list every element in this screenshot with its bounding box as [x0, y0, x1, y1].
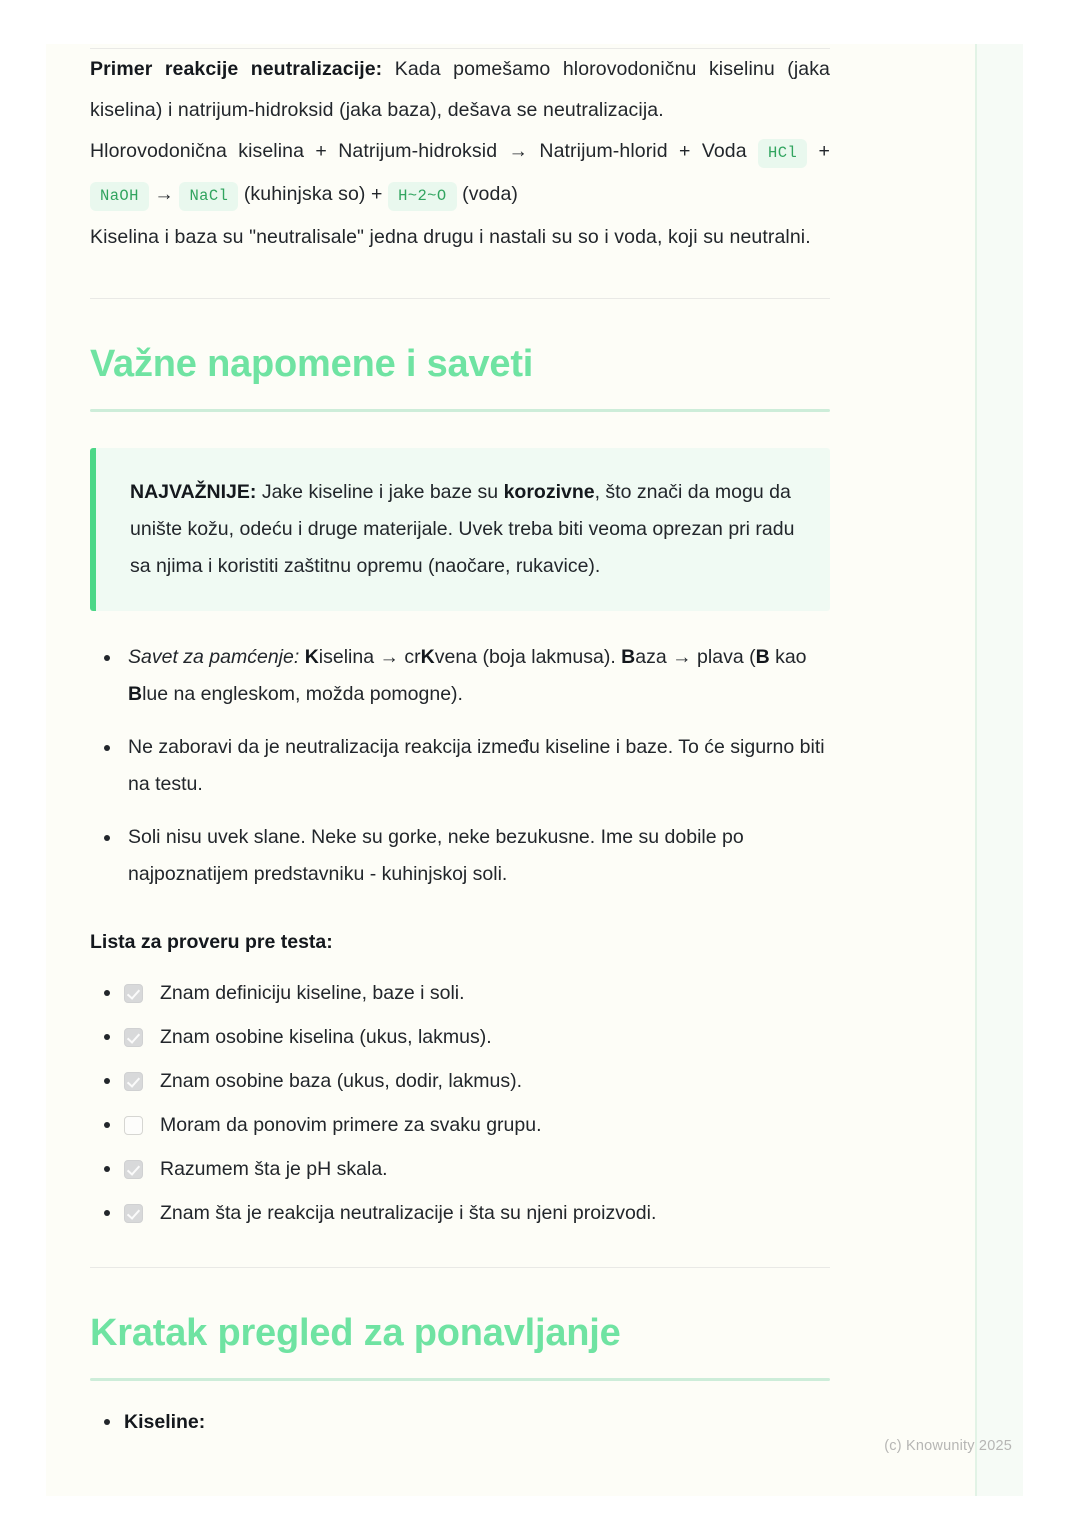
formula-naoh: NaOH — [90, 182, 149, 211]
review-list — [90, 1407, 830, 1437]
equation-plus: + — [818, 140, 830, 162]
tip-bold-b1: B — [621, 646, 636, 668]
checklist-item-label: Znam osobine kiselina (ukus, lakmus). — [160, 1026, 492, 1048]
checkbox-checked-icon[interactable] — [124, 1204, 143, 1223]
divider-before-notes — [90, 298, 830, 299]
document-content — [90, 0, 830, 1437]
section-review-header — [90, 1310, 830, 1381]
tip-text-2: vena (boja lakmusa). — [434, 646, 622, 668]
callout-emphasis: korozivne — [503, 481, 595, 503]
checklist-item[interactable] — [124, 1067, 830, 1095]
checklist-item[interactable] — [124, 1155, 830, 1183]
checklist-title: Lista za proveru pre testa: — [90, 931, 333, 953]
formula-water: H~2~O — [388, 182, 457, 211]
checklist-item-label: Znam šta je reakcija neutralizacije i šta su njeni proizvodi. — [160, 1202, 657, 1224]
checkbox-unchecked-icon[interactable] — [124, 1116, 143, 1135]
tip-text-4: kao — [769, 646, 807, 668]
heading-underline-review — [90, 1378, 830, 1381]
callout-text — [130, 474, 800, 585]
tip-text-1: iselina → cr — [318, 646, 421, 668]
formula-nacl: NaCl — [179, 182, 238, 211]
tip-italic-label: Savet za pamćenje: — [128, 646, 300, 668]
divider-before-review — [90, 1267, 830, 1268]
page-right-margin-band — [975, 44, 1023, 1496]
equation-words: Hlorovodonična kiselina + Natrijum-hidroksid → Natrijum-hlorid + Voda — [90, 140, 747, 162]
footer-copyright: (c) Knowunity 2025 — [884, 1438, 1012, 1454]
paragraph-example — [90, 49, 830, 131]
tip-item-neutralizacija: Ne zaboravi da je neutralizacija reakcija između kiseline i baze. To će sigurno biti na testu. — [124, 729, 830, 803]
tip-item-mnemonic — [124, 639, 830, 713]
checklist-item-label: Znam osobine baza (ukus, dodir, lakmus). — [160, 1070, 523, 1092]
checkbox-checked-icon[interactable] — [124, 1028, 143, 1047]
paragraph-example-text: Kada pomešamo hlorovodoničnu kiselinu (jaka kiselina) i natrijum-hidroksid (jaka baza), dešava se neutralizacija. — [90, 58, 830, 121]
heading-kratak-pregled: Kratak pregled za ponavljanje — [90, 1312, 621, 1354]
heading-vazne-napomene: Važne napomene i saveti — [90, 343, 534, 385]
checkbox-checked-icon[interactable] — [124, 1160, 143, 1179]
callout-najvaznije — [90, 448, 830, 611]
heading-underline-notes — [90, 409, 830, 412]
tip-bold-b3: B — [128, 683, 143, 705]
tip-bold-b2: B — [755, 646, 770, 668]
formula-hcl: HCl — [758, 139, 807, 168]
checkbox-checked-icon[interactable] — [124, 984, 143, 1003]
checklist-item-label: Znam definiciju kiseline, baze i soli. — [160, 982, 465, 1004]
paragraph-neutral: Kiselina i baza su "neutralisale" jedna drugu i nastali su so i voda, koji su neutralni. — [90, 226, 811, 248]
callout-label: NAJVAŽNIJE: — [130, 481, 257, 503]
paragraph-example-label: Primer reakcije neutralizacije: — [90, 58, 383, 80]
callout-text-2: , što znači da mogu da unište kožu, odeću i druge materijale. Uvek treba biti veoma oprezan pri radu sa njima i koristiti zaštitnu opremu (naočare, rukavice). — [130, 481, 795, 577]
tip-text-3: aza → plava ( — [635, 646, 756, 668]
callout-text-1: Jake kiseline i jake baze su — [256, 481, 504, 503]
checklist-item[interactable] — [124, 1199, 830, 1227]
checklist-item[interactable] — [124, 1111, 830, 1139]
tip-text-5: lue na engleskom, možda pomogne). — [142, 683, 463, 705]
checklist-item[interactable] — [124, 1023, 830, 1051]
tip-item-soli: Soli nisu uvek slane. Neke su gorke, neke bezukusne. Ime su dobile po najpoznatijem predstavniku - kuhinjskoj soli. — [124, 819, 830, 893]
tip-bold-k1: K — [304, 646, 319, 668]
pre-test-checklist — [90, 979, 830, 1227]
equation-note-water: (voda) — [462, 183, 518, 205]
review-item-kiseline: Kiseline: — [124, 1407, 830, 1437]
checklist-item[interactable] — [124, 979, 830, 1007]
checkbox-checked-icon[interactable] — [124, 1072, 143, 1091]
tip-bold-k2: K — [420, 646, 435, 668]
equation-note-salt: (kuhinjska so) + — [243, 183, 383, 205]
equation-arrow: → — [154, 183, 174, 205]
checklist-item-label: Moram da ponovim primere za svaku grupu. — [160, 1114, 542, 1136]
tips-list — [90, 639, 830, 893]
paragraph-equation — [90, 131, 830, 217]
section-notes-header — [90, 341, 830, 412]
checklist-item-label: Razumem šta je pH skala. — [160, 1158, 388, 1180]
